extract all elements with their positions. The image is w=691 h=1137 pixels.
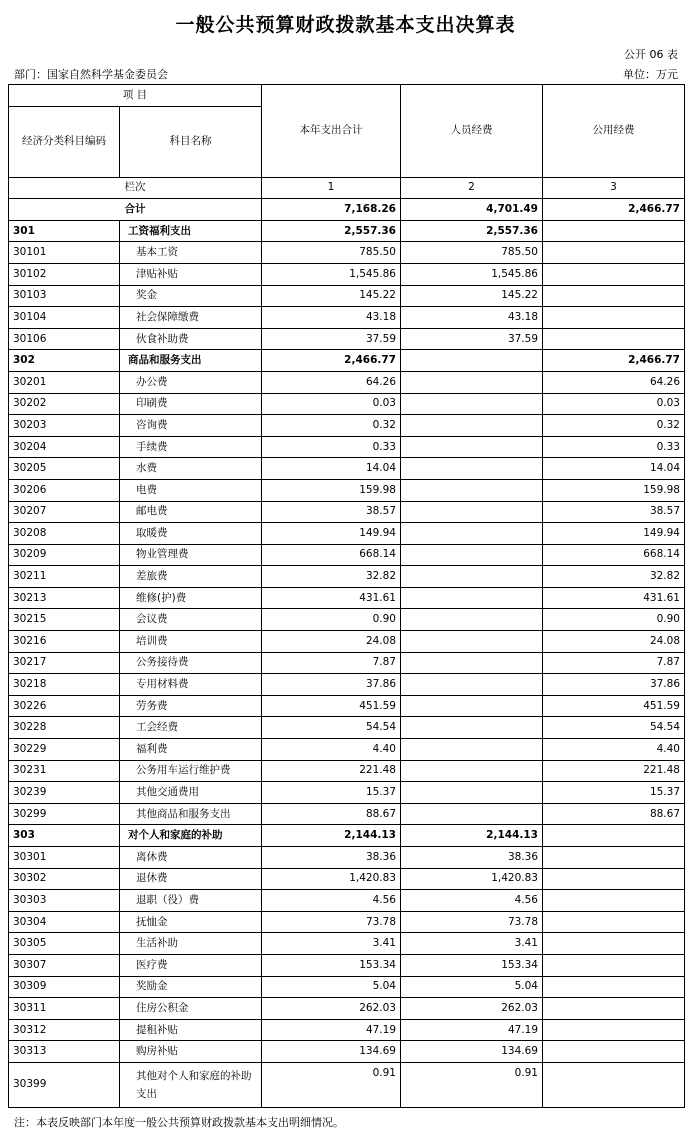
row-total: 431.61: [262, 587, 401, 609]
row-name: 奖金: [120, 285, 262, 307]
row-personnel: [401, 566, 543, 588]
row-code: 30211: [9, 566, 120, 588]
table-row: [9, 1019, 685, 1041]
table-row: [9, 933, 685, 955]
table-row: [9, 587, 685, 609]
row-public: [543, 242, 685, 264]
table-row: [9, 739, 685, 761]
table-row: [9, 609, 685, 631]
row-public: 2,466.77: [543, 350, 685, 372]
row-personnel: 2,557.36: [401, 220, 543, 242]
row-public: [543, 976, 685, 998]
header-code: 经济分类科目编码: [9, 106, 120, 177]
row-code: 30207: [9, 501, 120, 523]
row-code: 30213: [9, 587, 120, 609]
row-total: 1,420.83: [262, 868, 401, 890]
row-total: 43.18: [262, 307, 401, 329]
row-public: 0.33: [543, 436, 685, 458]
row-name: 差旅费: [120, 566, 262, 588]
row-public: 24.08: [543, 631, 685, 653]
table-row: [9, 479, 685, 501]
row-name: 其他商品和服务支出: [120, 803, 262, 825]
table-row: [9, 458, 685, 480]
row-name: 专用材料费: [120, 674, 262, 696]
row-total: 4.40: [262, 739, 401, 761]
row-personnel: [401, 501, 543, 523]
row-code: 30313: [9, 1041, 120, 1063]
row-code: 30103: [9, 285, 120, 307]
row-total: 0.90: [262, 609, 401, 631]
row-name: 取暖费: [120, 523, 262, 545]
row-personnel: [401, 393, 543, 415]
expenditure-table: [8, 84, 685, 1108]
row-personnel: [401, 523, 543, 545]
row-personnel: [401, 371, 543, 393]
row-total: 47.19: [262, 1019, 401, 1041]
row-code: 30202: [9, 393, 120, 415]
row-total: 38.57: [262, 501, 401, 523]
row-name: 工资福利支出: [120, 220, 262, 242]
row-public: [543, 847, 685, 869]
row-personnel: [401, 587, 543, 609]
row-name: 办公费: [120, 371, 262, 393]
total-row: [9, 199, 685, 221]
row-total: 2,466.77: [262, 350, 401, 372]
table-row: [9, 566, 685, 588]
row-total: 0.32: [262, 415, 401, 437]
row-total: 24.08: [262, 631, 401, 653]
row-total: 451.59: [262, 695, 401, 717]
row-personnel: [401, 609, 543, 631]
header-public: 公用经费: [543, 85, 685, 178]
row-personnel: [401, 717, 543, 739]
header-name: 科目名称: [120, 106, 262, 177]
total-value: 7,168.26: [262, 199, 401, 221]
row-total: 0.91: [262, 1062, 401, 1107]
row-code: 30216: [9, 631, 120, 653]
row-personnel: 145.22: [401, 285, 543, 307]
form-number: 公开 06 表: [624, 48, 678, 61]
row-total: 88.67: [262, 803, 401, 825]
row-code: 30307: [9, 954, 120, 976]
row-personnel: 38.36: [401, 847, 543, 869]
row-total: 1,545.86: [262, 263, 401, 285]
header-row-item: [9, 85, 685, 107]
row-name: 其他交通费用: [120, 782, 262, 804]
row-name: 住房公积金: [120, 998, 262, 1020]
row-total: 159.98: [262, 479, 401, 501]
row-code: 30399: [9, 1062, 120, 1107]
row-personnel: [401, 415, 543, 437]
row-public: 15.37: [543, 782, 685, 804]
row-public: 88.67: [543, 803, 685, 825]
row-code: 30231: [9, 760, 120, 782]
table-row: [9, 307, 685, 329]
column-index-3: 3: [543, 177, 685, 199]
table-row: [9, 523, 685, 545]
row-code: 30229: [9, 739, 120, 761]
page-title: 一般公共预算财政拨款基本支出决算表: [175, 14, 516, 36]
unit-label: 单位：万元: [623, 68, 678, 81]
row-name: 医疗费: [120, 954, 262, 976]
row-code: 302: [9, 350, 120, 372]
row-public: 64.26: [543, 371, 685, 393]
row-total: 38.36: [262, 847, 401, 869]
row-public: 37.86: [543, 674, 685, 696]
row-code: 30206: [9, 479, 120, 501]
row-name: 商品和服务支出: [120, 350, 262, 372]
table-row: [9, 674, 685, 696]
row-public: [543, 1062, 685, 1107]
row-public: 0.03: [543, 393, 685, 415]
table-row: [9, 760, 685, 782]
row-personnel: [401, 695, 543, 717]
table-row: [9, 695, 685, 717]
row-public: 668.14: [543, 544, 685, 566]
table-row: [9, 285, 685, 307]
row-name: 生活补助: [120, 933, 262, 955]
row-total: 37.59: [262, 328, 401, 350]
row-code: 30201: [9, 371, 120, 393]
row-total: 149.94: [262, 523, 401, 545]
header-personnel: 人员经费: [401, 85, 543, 178]
row-code: 30239: [9, 782, 120, 804]
row-total: 153.34: [262, 954, 401, 976]
table-row: [9, 263, 685, 285]
row-total: 134.69: [262, 1041, 401, 1063]
row-personnel: 0.91: [401, 1062, 543, 1107]
row-name: 电费: [120, 479, 262, 501]
row-personnel: 785.50: [401, 242, 543, 264]
row-personnel: 43.18: [401, 307, 543, 329]
row-name: 会议费: [120, 609, 262, 631]
row-personnel: 3.41: [401, 933, 543, 955]
table-row: [9, 1062, 685, 1107]
row-name: 手续费: [120, 436, 262, 458]
row-total: 785.50: [262, 242, 401, 264]
table-row: [9, 825, 685, 847]
row-code: 30312: [9, 1019, 120, 1041]
row-public: [543, 933, 685, 955]
row-total: 32.82: [262, 566, 401, 588]
column-index-2: 2: [401, 177, 543, 199]
row-name: 咨询费: [120, 415, 262, 437]
row-public: 54.54: [543, 717, 685, 739]
table-row: [9, 501, 685, 523]
row-name: 维修(护)费: [120, 587, 262, 609]
row-name: 工会经费: [120, 717, 262, 739]
row-total: 4.56: [262, 890, 401, 912]
column-index-label: 栏次: [9, 177, 262, 199]
table-row: [9, 976, 685, 998]
row-public: [543, 998, 685, 1020]
row-name: 其他对个人和家庭的补助支出: [120, 1062, 262, 1107]
row-name: 公务接待费: [120, 652, 262, 674]
row-total: 37.86: [262, 674, 401, 696]
row-personnel: 1,420.83: [401, 868, 543, 890]
row-public: [543, 911, 685, 933]
row-public: [543, 285, 685, 307]
row-name: 抚恤金: [120, 911, 262, 933]
row-personnel: 73.78: [401, 911, 543, 933]
row-name: 退职（役）费: [120, 890, 262, 912]
row-name: 购房补贴: [120, 1041, 262, 1063]
row-personnel: [401, 760, 543, 782]
row-public: 4.40: [543, 739, 685, 761]
total-public: 2,466.77: [543, 199, 685, 221]
row-personnel: [401, 652, 543, 674]
row-total: 145.22: [262, 285, 401, 307]
table-row: [9, 911, 685, 933]
table-row: [9, 652, 685, 674]
table-row: [9, 954, 685, 976]
row-name: 对个人和家庭的补助: [120, 825, 262, 847]
row-public: [543, 1019, 685, 1041]
table-row: [9, 328, 685, 350]
row-code: 30304: [9, 911, 120, 933]
row-public: 159.98: [543, 479, 685, 501]
row-personnel: 4.56: [401, 890, 543, 912]
table-row: [9, 415, 685, 437]
row-public: [543, 1041, 685, 1063]
table-row: [9, 717, 685, 739]
row-name: 社会保障缴费: [120, 307, 262, 329]
table-row: [9, 868, 685, 890]
row-total: 0.03: [262, 393, 401, 415]
row-personnel: 37.59: [401, 328, 543, 350]
row-code: 30305: [9, 933, 120, 955]
row-name: 离休费: [120, 847, 262, 869]
row-name: 提租补贴: [120, 1019, 262, 1041]
row-code: 30228: [9, 717, 120, 739]
row-personnel: [401, 674, 543, 696]
row-total: 73.78: [262, 911, 401, 933]
department-label: 部门：国家自然科学基金委员会: [14, 68, 168, 81]
row-personnel: 153.34: [401, 954, 543, 976]
row-name: 邮电费: [120, 501, 262, 523]
row-public: 149.94: [543, 523, 685, 545]
row-code: 30301: [9, 847, 120, 869]
row-total: 221.48: [262, 760, 401, 782]
row-personnel: [401, 458, 543, 480]
row-code: 30303: [9, 890, 120, 912]
row-personnel: 5.04: [401, 976, 543, 998]
row-public: [543, 263, 685, 285]
row-personnel: 134.69: [401, 1041, 543, 1063]
column-index-row: [9, 177, 685, 199]
row-public: 14.04: [543, 458, 685, 480]
row-personnel: [401, 631, 543, 653]
row-total: 0.33: [262, 436, 401, 458]
row-public: 32.82: [543, 566, 685, 588]
row-total: 15.37: [262, 782, 401, 804]
row-name: 伙食补助费: [120, 328, 262, 350]
row-personnel: [401, 350, 543, 372]
row-name: 基本工资: [120, 242, 262, 264]
header-total: 本年支出合计: [262, 85, 401, 178]
row-public: [543, 868, 685, 890]
row-code: 30203: [9, 415, 120, 437]
table-row: [9, 890, 685, 912]
row-total: 668.14: [262, 544, 401, 566]
row-personnel: [401, 803, 543, 825]
row-public: 7.87: [543, 652, 685, 674]
row-total: 2,144.13: [262, 825, 401, 847]
table-row: [9, 436, 685, 458]
total-label: 合计: [9, 199, 262, 221]
row-total: 54.54: [262, 717, 401, 739]
row-name: 物业管理费: [120, 544, 262, 566]
row-name: 福利费: [120, 739, 262, 761]
row-total: 3.41: [262, 933, 401, 955]
row-code: 30102: [9, 263, 120, 285]
row-public: [543, 328, 685, 350]
row-public: [543, 825, 685, 847]
row-name: 劳务费: [120, 695, 262, 717]
row-personnel: [401, 479, 543, 501]
row-code: 30106: [9, 328, 120, 350]
row-personnel: 1,545.86: [401, 263, 543, 285]
row-personnel: 47.19: [401, 1019, 543, 1041]
row-public: [543, 307, 685, 329]
row-public: 0.32: [543, 415, 685, 437]
table-row: [9, 1041, 685, 1063]
row-public: 431.61: [543, 587, 685, 609]
header-item: 项 目: [9, 85, 262, 107]
table-row: [9, 393, 685, 415]
row-public: 38.57: [543, 501, 685, 523]
table-row: [9, 544, 685, 566]
row-code: 30204: [9, 436, 120, 458]
table-row: [9, 998, 685, 1020]
row-total: 64.26: [262, 371, 401, 393]
row-public: [543, 890, 685, 912]
row-code: 30311: [9, 998, 120, 1020]
row-code: 30101: [9, 242, 120, 264]
total-personnel: 4,701.49: [401, 199, 543, 221]
row-code: 30218: [9, 674, 120, 696]
row-name: 水费: [120, 458, 262, 480]
row-code: 30104: [9, 307, 120, 329]
table-row: [9, 631, 685, 653]
footnote: 注：本表反映部门本年度一般公共预算财政拨款基本支出明细情况。: [14, 1116, 344, 1129]
row-public: 221.48: [543, 760, 685, 782]
row-code: 30209: [9, 544, 120, 566]
table-row: [9, 782, 685, 804]
row-public: 0.90: [543, 609, 685, 631]
row-code: 30226: [9, 695, 120, 717]
row-code: 303: [9, 825, 120, 847]
row-total: 5.04: [262, 976, 401, 998]
row-public: [543, 954, 685, 976]
table-row: [9, 350, 685, 372]
row-personnel: [401, 782, 543, 804]
row-public: 451.59: [543, 695, 685, 717]
table-row: [9, 371, 685, 393]
table-row: [9, 242, 685, 264]
row-public: [543, 220, 685, 242]
row-name: 退休费: [120, 868, 262, 890]
row-code: 30309: [9, 976, 120, 998]
row-name: 公务用车运行维护费: [120, 760, 262, 782]
row-name: 印刷费: [120, 393, 262, 415]
row-code: 30302: [9, 868, 120, 890]
row-total: 262.03: [262, 998, 401, 1020]
row-code: 301: [9, 220, 120, 242]
table-row: [9, 220, 685, 242]
row-personnel: 262.03: [401, 998, 543, 1020]
row-code: 30208: [9, 523, 120, 545]
row-personnel: [401, 544, 543, 566]
column-index-1: 1: [262, 177, 401, 199]
row-name: 培训费: [120, 631, 262, 653]
row-personnel: [401, 739, 543, 761]
row-name: 津贴补贴: [120, 263, 262, 285]
table-row: [9, 803, 685, 825]
row-code: 30217: [9, 652, 120, 674]
row-total: 2,557.36: [262, 220, 401, 242]
row-code: 30205: [9, 458, 120, 480]
row-personnel: [401, 436, 543, 458]
row-code: 30299: [9, 803, 120, 825]
table-row: [9, 847, 685, 869]
row-total: 7.87: [262, 652, 401, 674]
row-code: 30215: [9, 609, 120, 631]
row-personnel: 2,144.13: [401, 825, 543, 847]
row-name: 奖励金: [120, 976, 262, 998]
row-total: 14.04: [262, 458, 401, 480]
